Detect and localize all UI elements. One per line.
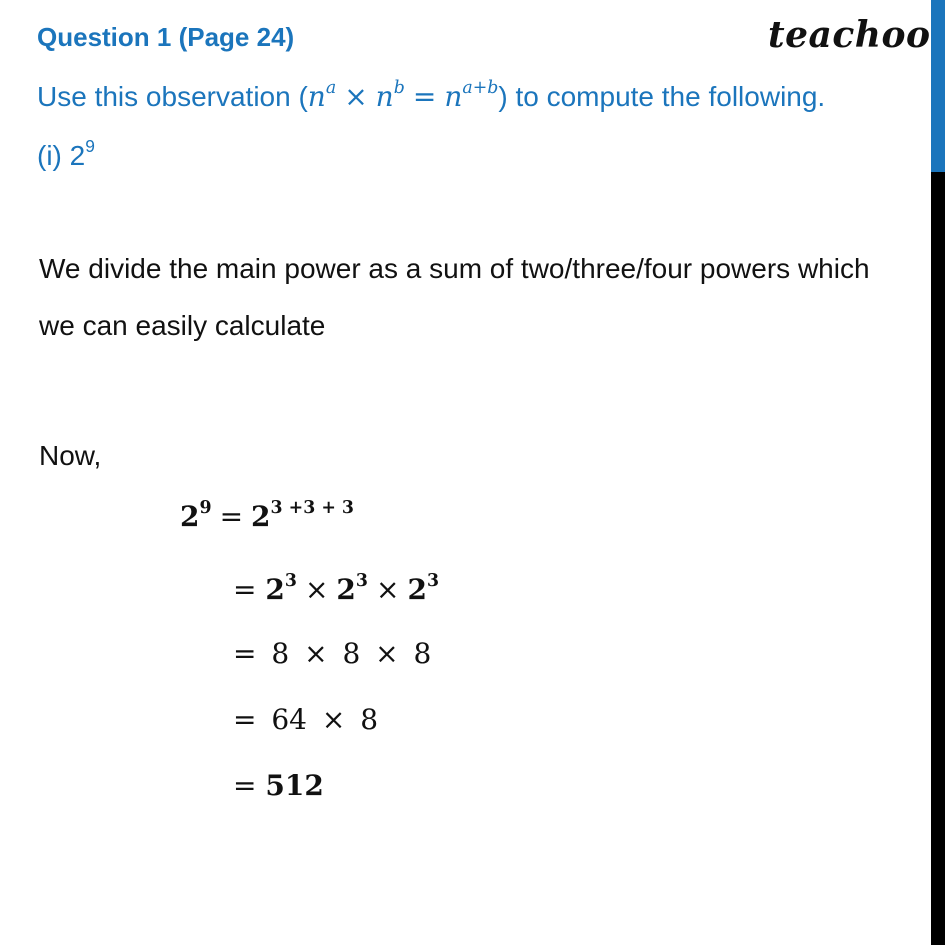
question-part (37, 136, 95, 172)
question-text (37, 80, 825, 113)
step-1: $2^9 = 2^{3 +3 + 3}$ (180, 498, 354, 533)
step-4: = 64 × 8 (233, 703, 379, 736)
step-5: = 512 (233, 769, 324, 802)
step-3: = 8 × 8 × 8 (233, 637, 432, 670)
right-edge-bar (931, 0, 945, 945)
part-label: (i) 2 (37, 140, 86, 171)
final-result: 512 (265, 769, 324, 802)
explanation-line-1: We divide the main power as a sum of two/three/four powers which (39, 253, 870, 284)
right-edge-accent (931, 0, 945, 172)
step-2: = $2^3 \times 2^3 \times 2^3$ (233, 571, 440, 606)
now-label: Now, (39, 440, 102, 471)
exponent-rule-formula: $n^a \times n^b = n^{a+b}$ (307, 78, 499, 113)
question-suffix: ) to compute the following. (498, 81, 826, 112)
part-exponent: 9 (85, 136, 95, 157)
question-title: Question 1 (Page 24) (37, 22, 295, 52)
explanation-line-2: we can easily calculate (39, 310, 326, 341)
question-prefix: Use this observation ( (37, 81, 308, 112)
brand-logo: teachoo (768, 14, 931, 56)
